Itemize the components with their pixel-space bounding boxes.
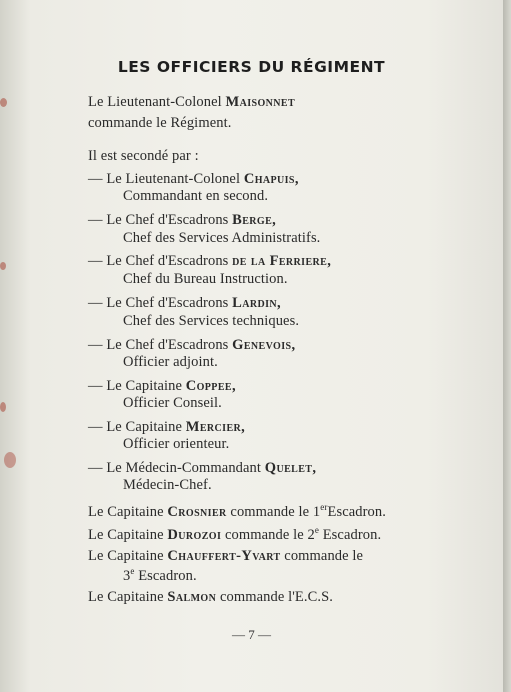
captain-name: Chauffert-Yvart (167, 548, 281, 564)
officer-prefix: — Le Chef d'Escadrons (88, 337, 229, 353)
officer-name: Chapuis, (243, 171, 299, 187)
squadron-text: commande l'E.C.S. (219, 589, 334, 605)
officer-name: Quelet, (264, 460, 317, 476)
squadron-number: 3 (123, 567, 131, 584)
squadron-text: commande le 2 (225, 526, 315, 543)
colonel-name: Maisonnet (225, 94, 296, 110)
squadron-prefix: Le Capitaine (88, 503, 164, 520)
squadron-text: Escadron. (319, 526, 382, 543)
officer-entry (88, 460, 316, 477)
officer-role: Chef des Services techniques. (123, 313, 300, 329)
officer-role: Chef du Bureau Instruction. (123, 271, 288, 287)
captain-name: Crosnier (167, 503, 227, 520)
officer-name: Genevois, (232, 337, 296, 353)
squadron-entry (88, 548, 363, 565)
ordinal-suffix: e (130, 566, 135, 576)
squadron-entry (88, 525, 381, 544)
officer-entry (88, 295, 281, 312)
officer-entry (88, 378, 236, 395)
squadron-prefix: Le Capitaine (88, 548, 164, 564)
squadron-entry (88, 502, 386, 521)
page-edge (503, 0, 511, 692)
officer-prefix: — Le Chef d'Escadrons (88, 212, 229, 228)
officer-prefix: — Le Chef d'Escadrons (88, 295, 229, 311)
officer-name: Lardin, (232, 295, 282, 311)
officer-prefix: — Le Capitaine (88, 378, 183, 394)
captain-name: Durozoi (167, 526, 222, 543)
squadron-entry-cont (123, 566, 197, 585)
squadron-entry (88, 589, 333, 606)
intro-line-1 (88, 94, 295, 111)
officer-name: de la Ferriere, (232, 253, 332, 269)
intro-line-2: commande le Régiment. (88, 115, 232, 131)
ordinal-suffix: e (314, 525, 319, 535)
officer-role: Officier orienteur. (123, 436, 230, 452)
squadron-text: commande le 1 (230, 503, 321, 520)
stain-mark (0, 98, 7, 107)
officer-role: Commandant en second. (123, 188, 269, 204)
squadron-text: Escadron. (327, 503, 386, 520)
page-title: LES OFFICIERS DU RÉGIMENT (117, 58, 386, 76)
stain-mark (4, 452, 16, 468)
officer-prefix: — Le Médecin-Commandant (88, 460, 262, 476)
page-number: — 7 — (232, 627, 271, 642)
officer-entry (88, 419, 245, 436)
captain-name: Salmon (167, 589, 217, 605)
officer-role: Chef des Services Administratifs. (123, 230, 321, 246)
officer-role: Officier adjoint. (123, 354, 218, 370)
officer-name: Mercier, (185, 419, 246, 435)
squadron-text: Escadron. (134, 567, 197, 584)
squadron-prefix: Le Capitaine (88, 589, 164, 605)
ordinal-suffix: er (320, 502, 328, 512)
officer-name: Berge, (232, 212, 277, 228)
officer-entry (88, 171, 299, 188)
officer-entry (88, 253, 331, 270)
seconded-by-label: Il est secondé par : (88, 148, 199, 164)
officer-entry (88, 337, 295, 354)
stain-mark (0, 262, 6, 270)
officer-prefix: — Le Chef d'Escadrons (88, 253, 229, 269)
squadron-text: commande le (284, 548, 364, 564)
officer-name: Coppee, (185, 378, 236, 394)
squadron-prefix: Le Capitaine (88, 526, 164, 543)
officer-role: Médecin-Chef. (123, 477, 212, 493)
stain-mark (0, 402, 6, 412)
officer-entry (88, 212, 276, 229)
intro-prefix: Le Lieutenant-Colonel (88, 94, 222, 110)
officer-prefix: — Le Lieutenant-Colonel (88, 171, 241, 187)
officer-prefix: — Le Capitaine (88, 419, 183, 435)
officer-role: Officier Conseil. (123, 395, 222, 411)
